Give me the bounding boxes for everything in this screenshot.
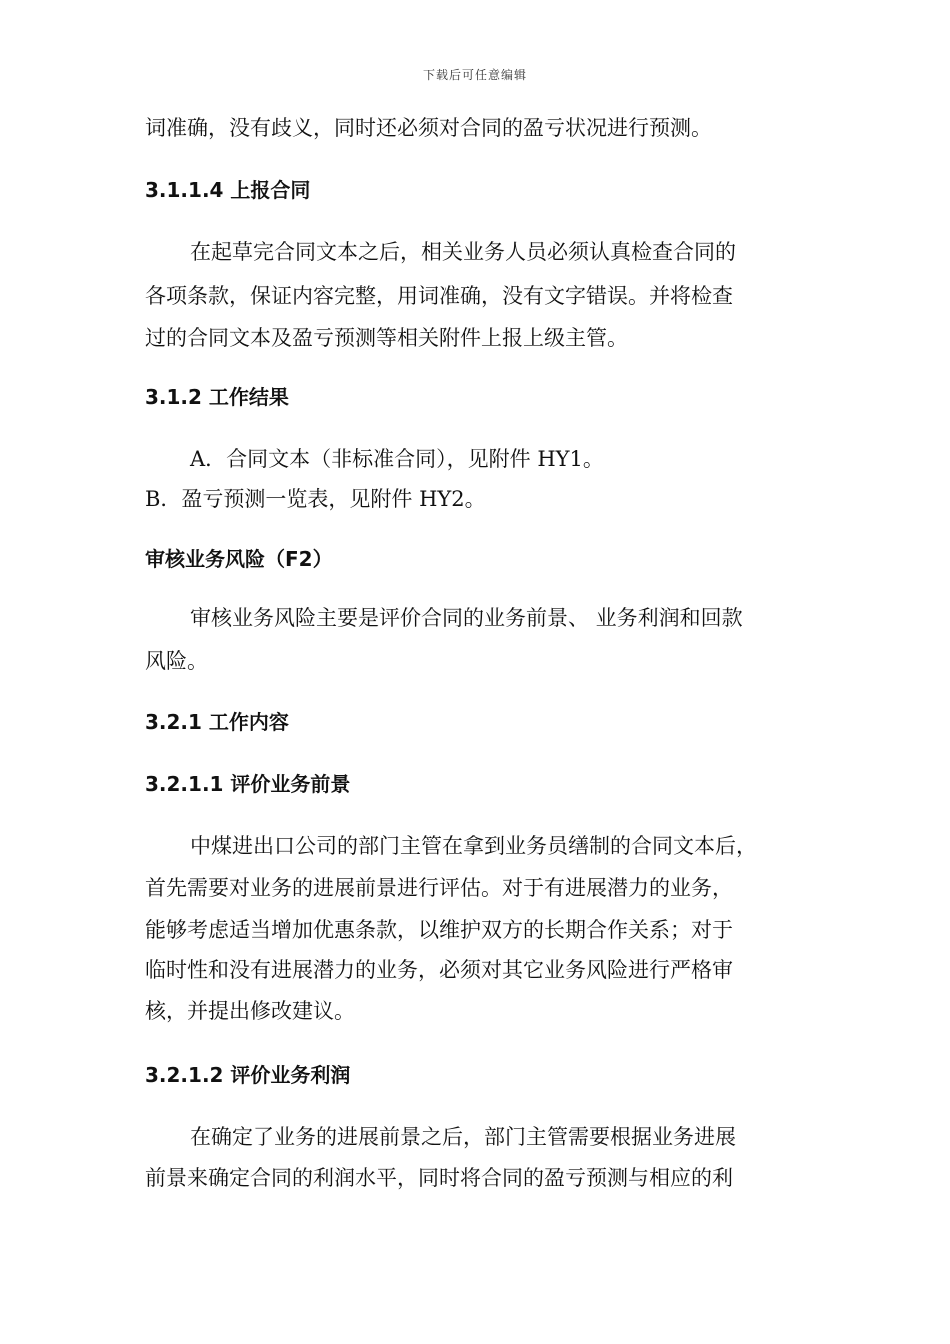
section-heading: 3.1.2 工作结果 [145,385,289,409]
paragraph-line: 在确定了业务的进展前景之后，部门主管需要根据业务进展 [190,1125,736,1149]
paragraph-line: 风险。 [145,649,208,673]
paragraph-line: 首先需要对业务的进展前景进行评估。对于有进展潜力的业务， [145,876,733,900]
page-header: 下载后可任意编辑 [422,68,527,82]
section-heading: 3.2.1.2 评价业务利润 [145,1063,351,1087]
list-item: B．盈亏预测一览表，见附件 HY2。 [145,487,486,511]
section-heading: 3.1.1.4 上报合同 [145,178,311,202]
paragraph-line: 核，并提出修改建议。 [145,999,355,1023]
paragraph-line: 词准确，没有歧义，同时还必须对合同的盈亏状况进行预测。 [145,116,712,140]
paragraph-line: 各项条款，保证内容完整，用词准确，没有文字错误。并将检查 [145,284,733,308]
section-heading: 审核业务风险（F2） [145,547,333,571]
paragraph-line: 中煤进出口公司的部门主管在拿到业务员缮制的合同文本后， [190,834,757,858]
list-item: A．合同文本（非标准合同），见附件 HY1。 [190,447,604,471]
paragraph-line: 审核业务风险主要是评价合同的业务前景、 业务利润和回款 [190,606,743,630]
paragraph-line: 能够考虑适当增加优惠条款，以维护双方的长期合作关系；对于 [145,918,733,942]
section-heading: 3.2.1 工作内容 [145,710,289,734]
paragraph-line: 前景来确定合同的利润水平，同时将合同的盈亏预测与相应的利 [145,1166,733,1190]
paragraph-line: 临时性和没有进展潜力的业务，必须对其它业务风险进行严格审 [145,958,733,982]
paragraph-line: 在起草完合同文本之后，相关业务人员必须认真检查合同的 [190,240,736,264]
paragraph-line: 过的合同文本及盈亏预测等相关附件上报上级主管。 [145,326,628,350]
section-heading: 3.2.1.1 评价业务前景 [145,772,351,796]
